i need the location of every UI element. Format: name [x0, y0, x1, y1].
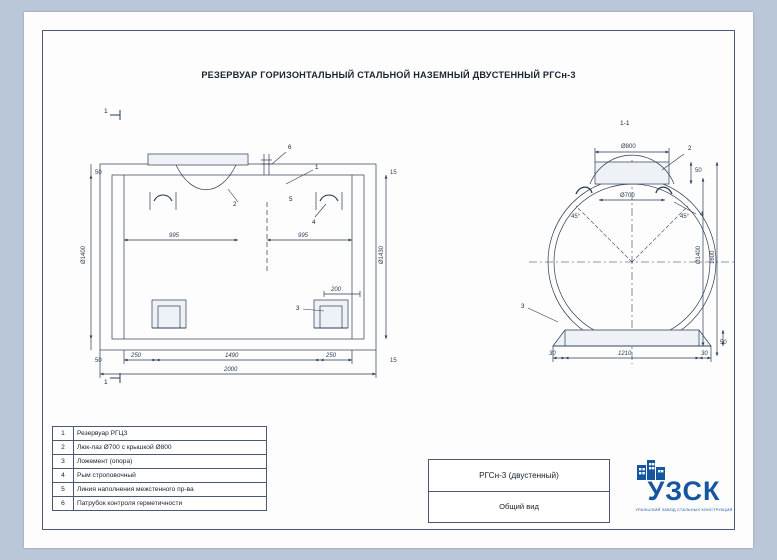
table-row — [53, 441, 267, 455]
legend-number: 2 — [53, 441, 74, 455]
title-block-product: РГСн-3 (двустенный) — [429, 460, 609, 492]
callout-2: 2 — [233, 201, 237, 208]
legend-text: Линия наполнения межстенного пр-ва — [74, 483, 267, 497]
dim-left-top: 50 — [95, 170, 102, 176]
legend-table — [52, 426, 267, 511]
dim-right-top: 15 — [390, 170, 397, 176]
dim-foot-right: 250 — [326, 353, 337, 359]
dim-diameter-outer-front: Ø1400 — [81, 245, 87, 264]
logo-wordmark: УЗСК — [647, 476, 721, 506]
dim-right-bottom: 15 — [390, 358, 397, 364]
legend-number: 5 — [53, 483, 74, 497]
legend-text: Ложемент (опора) — [74, 455, 267, 469]
company-logo — [628, 455, 740, 517]
legend-number: 4 — [53, 469, 74, 483]
dim-angle-left: 45° — [571, 214, 581, 220]
dim-base-center: 1210 — [618, 351, 632, 357]
dim-angle-right: 45° — [680, 214, 690, 220]
dim-base-left: 30 — [549, 351, 556, 357]
section-callout-2: 2 — [688, 145, 692, 152]
legend-text: Резервуар РГЦЗ — [74, 427, 267, 441]
callout-6: 6 — [288, 144, 292, 151]
table-row — [53, 497, 267, 511]
legend-number: 6 — [53, 497, 74, 511]
legend-text: Рым строповочный — [74, 469, 267, 483]
dim-diameter-inner-front: Ø1430 — [379, 245, 385, 264]
table-row — [53, 427, 267, 441]
dim-foot-center: 1490 — [225, 353, 239, 359]
dim-span-right: 995 — [298, 233, 309, 239]
callout-1: 1 — [315, 164, 319, 171]
legend-number: 1 — [53, 427, 74, 441]
callout-3: 3 — [296, 305, 300, 312]
dim-hatch-outer: Ø800 — [621, 144, 636, 150]
dim-base-right: 30 — [701, 351, 708, 357]
dim-section-top-right: 50 — [695, 168, 702, 174]
drawing-sheet — [24, 12, 753, 548]
section-mark-top-label: 1 — [104, 108, 108, 115]
title-block — [428, 459, 610, 523]
legend-text: Люк-лаз Ø700 с крышкой Ø800 — [74, 441, 267, 455]
table-row — [53, 469, 267, 483]
callout-5: 5 — [289, 196, 293, 203]
dim-base-height: 50 — [720, 340, 727, 346]
dim-span-left: 995 — [169, 233, 180, 239]
legend-number: 3 — [53, 455, 74, 469]
dim-detail-200: 200 — [331, 287, 342, 293]
dim-overall: 2000 — [224, 367, 238, 373]
table-row — [53, 455, 267, 469]
section-callout-3: 3 — [521, 303, 525, 310]
dim-section-diameter: Ø1400 — [696, 245, 702, 264]
table-row — [53, 483, 267, 497]
page-title: РЕЗЕРВУАР ГОРИЗОНТАЛЬНЫЙ СТАЛЬНОЙ НАЗЕМНЫЙ ДВУСТЕННЫЙ РГСн-3 — [201, 70, 576, 80]
logo-tagline: УРАЛЬСКИЙ ЗАВОД СТАЛЬНЫХ КОНСТРУКЦИЙ — [635, 507, 733, 512]
section-callout-4: 4 — [700, 211, 704, 218]
dim-hatch-inner: Ø700 — [620, 193, 635, 199]
legend-text: Патрубок контроля герметичности — [74, 497, 267, 511]
title-block-sheet: Общий вид — [499, 502, 539, 511]
dim-foot-left: 250 — [131, 353, 142, 359]
dim-section-height: 1600 — [710, 250, 716, 264]
section-mark-bottom-label: 1 — [104, 379, 108, 386]
section-title: 1-1 — [620, 120, 630, 127]
dim-left-bottom: 50 — [95, 358, 102, 364]
callout-4: 4 — [312, 219, 316, 226]
